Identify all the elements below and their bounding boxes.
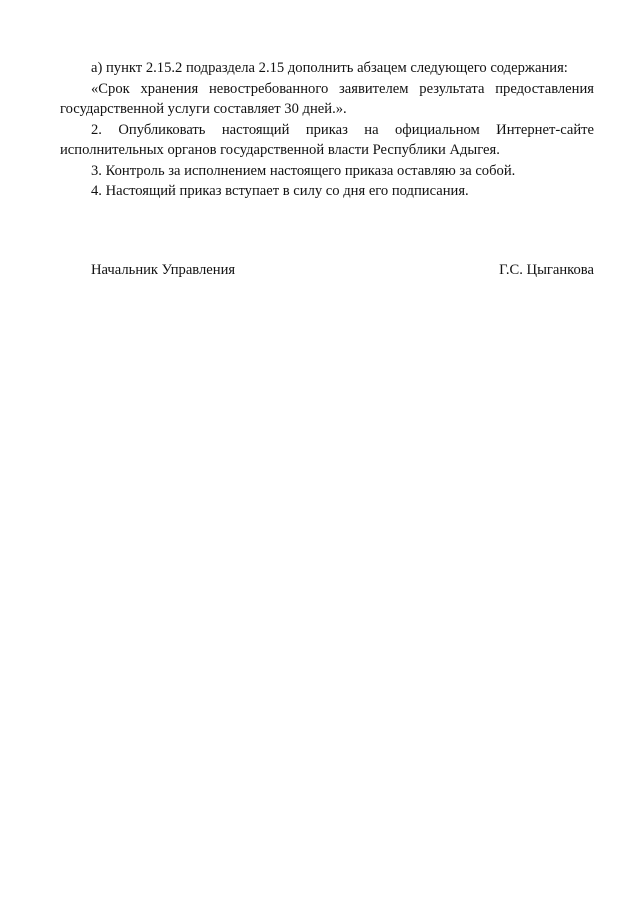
signatory-name: Г.С. Цыганкова (499, 262, 594, 278)
paragraph-control: 3. Контроль за исполнением настоящего приказа оставляю за собой. (91, 162, 516, 179)
signature-block (60, 260, 594, 281)
paragraph-publish-order: 2. Опубликовать настоящий приказ на официальном Интернет-сайте исполнительных органов государственной власти Республики Адыгея. (60, 121, 594, 158)
paragraph-amendment-text: «Срок хранения невостребованного заявителем результата предоставления государственной услуги составляет 30 дней.». (60, 80, 594, 117)
paragraph-amendment-intro: а) пункт 2.15.2 подраздела 2.15 дополнить абзацем следующего содержания: (91, 60, 568, 76)
paragraph-effective-date: 4. Настоящий приказ вступает в силу со дня его подписания. (91, 183, 469, 199)
document-body (60, 58, 594, 202)
signatory-position: Начальник Управления (91, 262, 236, 278)
